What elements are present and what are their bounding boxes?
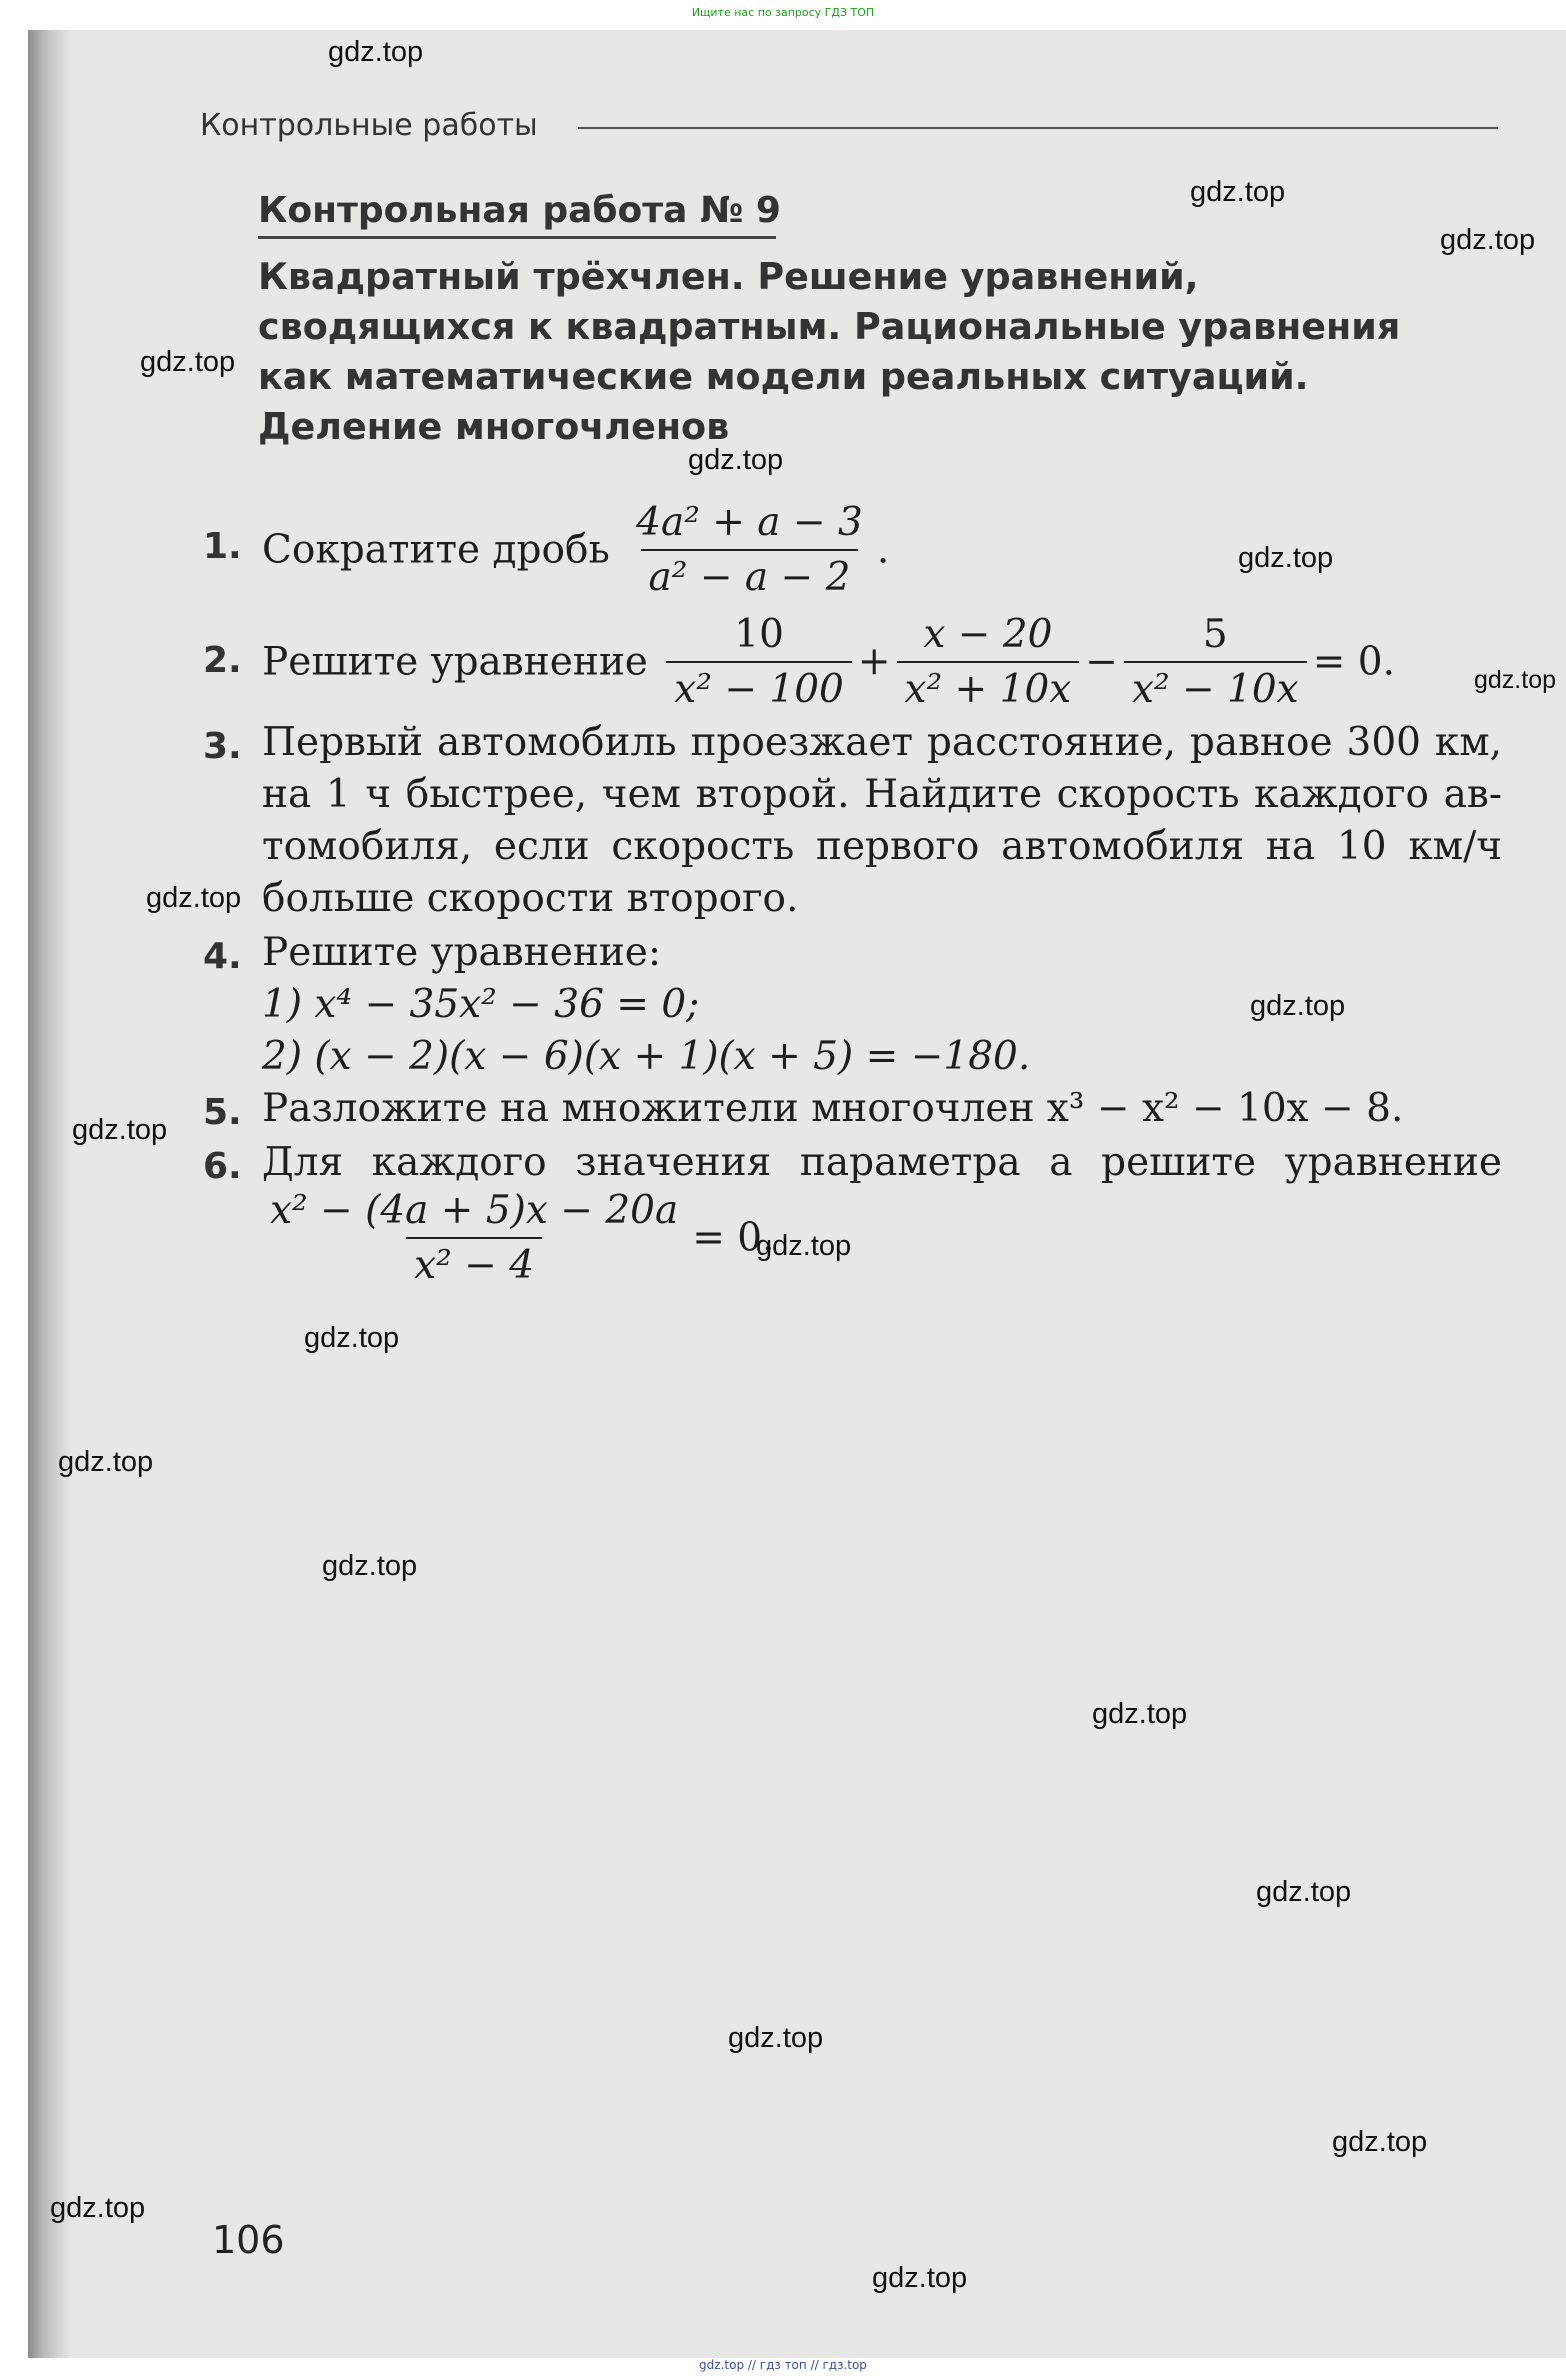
task-2-fraction-2	[897, 612, 1080, 712]
fraction-denominator: a² − a − 2	[641, 549, 859, 600]
fraction-denominator: x² − 4	[406, 1237, 542, 1288]
work-title: Контрольная работа № 9	[258, 190, 781, 231]
task-3-line: на 1 ч быстрее, чем второй. Найдите скорость каждого ав-	[262, 772, 1502, 817]
task-2-tail: = 0.	[1312, 639, 1395, 685]
fraction-numerator: 4a² + a − 3	[636, 500, 863, 545]
task-1-fraction	[628, 500, 871, 600]
fraction-denominator: x² + 10x	[897, 661, 1080, 712]
running-head-rule	[578, 127, 1498, 129]
subtitle-line: как математические модели реальных ситуаций.	[258, 355, 1309, 398]
watermark: gdz.top	[1092, 1698, 1188, 1730]
watermark: gdz.top	[304, 1322, 400, 1354]
task-6-tail: = 0.	[692, 1215, 775, 1261]
subtitle-line: Квадратный трёхчлен. Решение уравнений,	[258, 255, 1199, 298]
watermark: gdz.top	[322, 1550, 418, 1582]
task-6-equation	[262, 1188, 775, 1288]
page-number: 106	[212, 2218, 285, 2262]
task-4-number: 4.	[203, 936, 242, 977]
watermark: gdz.top	[756, 1230, 852, 1262]
task-2-text: Решите уравнение	[262, 639, 648, 685]
title-underline	[258, 236, 776, 239]
fraction-numerator: 10	[734, 612, 784, 657]
fraction-numerator: x² − (4a + 5)x − 20a	[270, 1188, 679, 1233]
subtitle-line: Деление многочленов	[258, 405, 730, 448]
task-1-number: 1.	[203, 526, 242, 567]
watermark: gdz.top	[72, 1114, 168, 1146]
watermark: gdz.top	[1190, 176, 1286, 208]
bottom-banner: gdz.top // гдз топ // гдз.top	[699, 2358, 867, 2372]
watermark: gdz.top	[1238, 542, 1334, 574]
fraction-numerator: 5	[1202, 612, 1228, 657]
watermark: gdz.top	[1440, 224, 1536, 256]
task-3-line: Первый автомобиль проезжает расстояние, равное 300 км,	[262, 720, 1502, 765]
watermark: gdz.top	[140, 346, 236, 378]
fraction-numerator: x − 20	[923, 612, 1053, 657]
book-spine-shadow	[28, 30, 72, 2358]
task-4-part-1: 1) x⁴ − 35x² − 36 = 0;	[262, 982, 700, 1027]
task-6-fraction	[262, 1188, 686, 1288]
watermark: gdz.top	[146, 882, 242, 914]
watermark: gdz.top	[328, 36, 424, 68]
task-2: Решите уравнение $\frac{10}{\text{x² − 100}}$ + $\frac{x - 20}{\text{x² + 10x}}$ − $\frac{5}{\text{x² − 10x}}$ = 0.	[262, 612, 1395, 712]
task-1-text: Сократите дробь	[262, 527, 610, 573]
task-5-text: Разложите на множители многочлен x³ − x² − 10x − 8.	[262, 1086, 1404, 1131]
watermark: gdz.top	[1256, 1876, 1352, 1908]
watermark: gdz.top	[872, 2262, 968, 2294]
task-3-line: томобиля, если скорость первого автомобиля на 10 км/ч	[262, 824, 1502, 869]
watermark: gdz.top	[1250, 990, 1346, 1022]
task-3-number: 3.	[203, 726, 242, 767]
task-3-line: больше скорости второго.	[262, 876, 799, 921]
watermark: gdz.top	[1474, 666, 1557, 694]
top-banner: Ищите нас по запросу ГДЗ ТОП	[691, 6, 875, 19]
task-6-text: Для каждого значения параметра a решите уравнение	[262, 1140, 1502, 1185]
subtitle-line: сводящихся к квадратным. Рациональные уравнения	[258, 305, 1401, 348]
work-subtitle	[258, 252, 1508, 452]
running-head: Контрольные работы	[200, 108, 538, 143]
fraction-denominator: x² − 10x	[1124, 661, 1307, 712]
task-2-number: 2.	[203, 640, 242, 681]
watermark: gdz.top	[58, 1446, 154, 1478]
task-6-number: 6.	[203, 1146, 242, 1187]
task-2-fraction-1	[666, 612, 852, 712]
task-4-part-2: 2) (x − 2)(x − 6)(x + 1)(x + 5) = −180.	[262, 1034, 1031, 1079]
task-1	[262, 500, 889, 600]
watermark: gdz.top	[50, 2192, 146, 2224]
task-1-tail: .	[876, 527, 890, 573]
task-4-text: Решите уравнение:	[262, 930, 662, 975]
task-2-fraction-3	[1124, 612, 1307, 712]
task-5-number: 5.	[203, 1092, 242, 1133]
fraction-denominator: x² − 100	[666, 661, 852, 712]
watermark: gdz.top	[1332, 2126, 1428, 2158]
watermark: gdz.top	[728, 2022, 824, 2054]
watermark: gdz.top	[688, 444, 784, 476]
